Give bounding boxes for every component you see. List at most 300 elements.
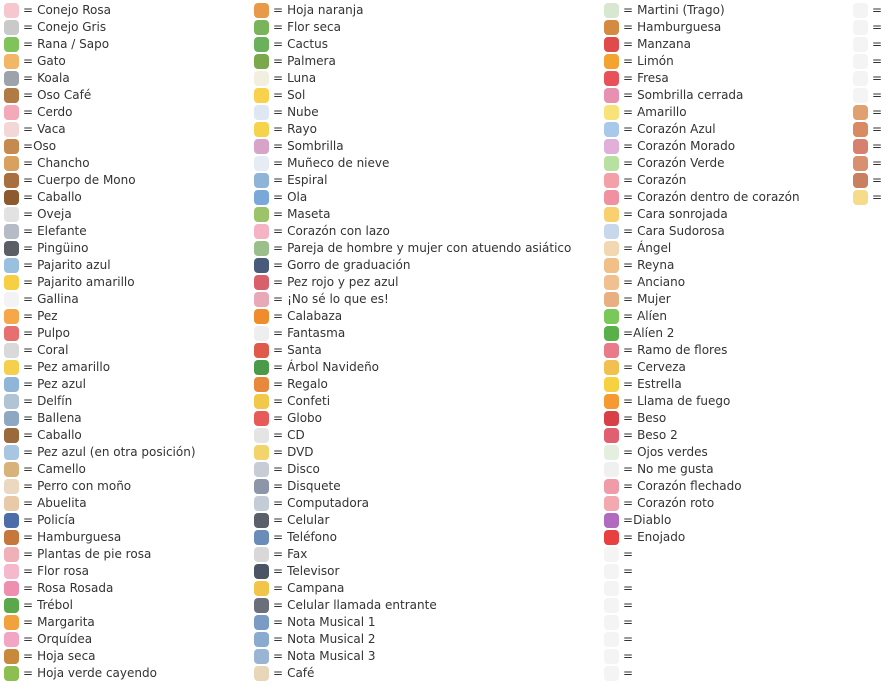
equals-sign: = bbox=[23, 224, 34, 238]
emoji-label: Caballo bbox=[37, 190, 82, 204]
emoji-list-item bbox=[254, 614, 599, 631]
equals-sign: = bbox=[23, 156, 34, 170]
emoji-label: Anciano bbox=[637, 275, 686, 289]
music-note-icon bbox=[254, 615, 269, 630]
emoji-list-item bbox=[604, 172, 849, 189]
equals-sign: = bbox=[623, 479, 634, 493]
elephant-icon bbox=[4, 224, 19, 239]
emoji-list-item bbox=[604, 410, 849, 427]
emoji-label: DVD bbox=[287, 445, 314, 459]
emoji-list-item bbox=[254, 512, 599, 529]
emoji-list-item bbox=[604, 359, 849, 376]
equals-sign: = bbox=[623, 445, 634, 459]
emoji-list-item bbox=[254, 274, 599, 291]
emoji-label: Computadora bbox=[287, 496, 369, 510]
emoji-label: Café bbox=[287, 666, 315, 680]
equals-sign: = bbox=[23, 105, 34, 119]
equals-sign: = bbox=[872, 122, 883, 136]
emoji-list-item bbox=[4, 308, 249, 325]
orange-fruit-icon bbox=[604, 54, 619, 69]
emoji-list-item bbox=[604, 597, 849, 614]
emoji-list-item bbox=[4, 2, 249, 19]
emoji-label: Cerveza bbox=[637, 360, 686, 374]
emoji-list-item bbox=[254, 427, 599, 444]
emoji-list-item bbox=[4, 478, 249, 495]
equals-sign: = bbox=[623, 275, 634, 289]
horse-icon bbox=[4, 428, 19, 443]
equals-sign: = bbox=[23, 377, 34, 391]
emoji-label: Trébol bbox=[37, 598, 73, 612]
moon-icon bbox=[254, 71, 269, 86]
equals-sign: = bbox=[273, 581, 284, 595]
equals-sign: = bbox=[273, 411, 284, 425]
snowman-icon bbox=[254, 156, 269, 171]
emoji-list-item bbox=[4, 240, 249, 257]
equals-sign: = bbox=[872, 54, 883, 68]
equals-sign: = bbox=[273, 241, 284, 255]
emoji-list-item bbox=[853, 19, 889, 36]
emoji-label: Pez azul bbox=[37, 377, 86, 391]
equals-sign: = bbox=[23, 122, 34, 136]
raised-hand-girl-icon bbox=[853, 173, 868, 188]
equals-sign: = bbox=[273, 139, 284, 153]
dolphin-icon bbox=[4, 394, 19, 409]
emoji-label: Koala bbox=[37, 71, 70, 85]
emoji-list-item bbox=[604, 70, 849, 87]
emoji-label: Sol bbox=[287, 88, 306, 102]
emoji-list-item bbox=[254, 495, 599, 512]
open-hand-icon bbox=[853, 54, 868, 69]
emoji-label: Diablo bbox=[633, 513, 672, 527]
emoji-label: Espiral bbox=[287, 173, 328, 187]
sunflower-icon bbox=[4, 615, 19, 630]
equals-sign: = bbox=[23, 394, 34, 408]
emoji-label: Reyna bbox=[637, 258, 675, 272]
emoji-list-item bbox=[254, 121, 599, 138]
emoji-label: Nota Musical 1 bbox=[287, 615, 376, 629]
heart-with-ribbon-icon bbox=[254, 224, 269, 239]
cow-icon bbox=[4, 122, 19, 137]
emoji-list-item bbox=[604, 308, 849, 325]
equals-sign: = bbox=[273, 105, 284, 119]
emoji-column-3 bbox=[604, 2, 849, 682]
equals-sign: = bbox=[623, 632, 634, 646]
equals-sign: = bbox=[623, 513, 634, 527]
emoji-label: Corazón flechado bbox=[637, 479, 742, 493]
cherry-blossom-icon bbox=[4, 564, 19, 579]
equals-sign: = bbox=[273, 394, 284, 408]
equals-sign: = bbox=[623, 224, 634, 238]
emoji-list-item bbox=[4, 648, 249, 665]
emoji-list-item bbox=[254, 70, 599, 87]
boar-icon bbox=[4, 156, 19, 171]
emoji-label: Pulpo bbox=[37, 326, 70, 340]
incoming-call-phone-icon bbox=[254, 598, 269, 613]
christmas-tree-icon bbox=[254, 360, 269, 375]
emoji-list-item bbox=[604, 87, 849, 104]
equals-sign: = bbox=[23, 71, 34, 85]
emoji-list-item bbox=[254, 478, 599, 495]
grandma-icon bbox=[4, 496, 19, 511]
equals-sign: = bbox=[273, 326, 284, 340]
emoji-list-item bbox=[4, 189, 249, 206]
emoji-list-item bbox=[254, 223, 599, 240]
alien-2-icon bbox=[604, 326, 619, 341]
equals-sign: = bbox=[273, 3, 284, 17]
emoji-label: Ojos verdes bbox=[637, 445, 708, 459]
equals-sign: = bbox=[623, 360, 634, 374]
equals-sign: = bbox=[273, 377, 284, 391]
emoji-label: Nota Musical 2 bbox=[287, 632, 376, 646]
emoji-list-item bbox=[604, 53, 849, 70]
emoji-label: Regalo bbox=[287, 377, 328, 391]
emoji-list-item bbox=[853, 70, 889, 87]
cellphone-icon bbox=[254, 513, 269, 528]
ok-hand-icon bbox=[604, 632, 619, 647]
emoji-label: Teléfono bbox=[287, 530, 337, 544]
emoji-column-1 bbox=[4, 2, 249, 682]
emoji-list-item bbox=[254, 325, 599, 342]
emoji-label: Limón bbox=[637, 54, 674, 68]
emoji-list-item bbox=[604, 512, 849, 529]
equals-sign: = bbox=[623, 156, 634, 170]
emoji-label: Fantasma bbox=[287, 326, 346, 340]
emoji-label: Confeti bbox=[287, 394, 331, 408]
equals-sign: = bbox=[273, 37, 284, 51]
emoji-label: Pez bbox=[37, 309, 58, 323]
emoji-list-item bbox=[4, 427, 249, 444]
equals-sign: = bbox=[23, 309, 34, 323]
emoji-label: Pajarito amarillo bbox=[37, 275, 135, 289]
raised-hands-icon bbox=[853, 71, 868, 86]
emoji-list-item bbox=[604, 342, 849, 359]
emoji-label: Ola bbox=[287, 190, 308, 204]
emoji-label: Ballena bbox=[37, 411, 82, 425]
equals-sign: = bbox=[872, 20, 883, 34]
police-officer-icon bbox=[4, 513, 19, 528]
emoji-list-item bbox=[254, 580, 599, 597]
emoji-label: Flor rosa bbox=[37, 564, 90, 578]
equals-sign: = bbox=[273, 428, 284, 442]
emoji-list-item bbox=[604, 138, 849, 155]
emoji-list-item bbox=[4, 325, 249, 342]
emoji-label: Hoja naranja bbox=[287, 3, 364, 17]
equals-sign: = bbox=[23, 479, 34, 493]
equals-sign: = bbox=[273, 360, 284, 374]
equals-sign: = bbox=[872, 37, 883, 51]
equals-sign: = bbox=[273, 343, 284, 357]
emoji-label: Pingüino bbox=[37, 241, 89, 255]
equals-sign: = bbox=[23, 54, 34, 68]
equals-sign: = bbox=[623, 241, 634, 255]
equals-sign: = bbox=[23, 173, 34, 187]
martini-icon bbox=[604, 3, 619, 18]
whale-icon bbox=[4, 411, 19, 426]
emoji-label: Margarita bbox=[37, 615, 95, 629]
emoji-label: Caballo bbox=[37, 428, 82, 442]
emoji-list-item bbox=[604, 325, 849, 342]
emoji-list-item bbox=[604, 529, 849, 546]
emoji-label: Palmera bbox=[287, 54, 336, 68]
emoji-label: Gallina bbox=[37, 292, 79, 306]
orange-leaf-icon bbox=[254, 3, 269, 18]
woman-icon bbox=[604, 292, 619, 307]
emoji-list-item bbox=[254, 291, 599, 308]
raised-fist-icon bbox=[604, 581, 619, 596]
equals-sign: = bbox=[273, 598, 284, 612]
equals-sign: = bbox=[623, 88, 634, 102]
emoji-label: Corazón Verde bbox=[637, 156, 725, 170]
emoji-label: Fax bbox=[287, 547, 308, 561]
emoji-list-item bbox=[604, 444, 849, 461]
broken-heart-icon bbox=[604, 496, 619, 511]
dvd-icon bbox=[254, 445, 269, 460]
emoji-label: Fresa bbox=[637, 71, 669, 85]
emoji-list-item bbox=[604, 2, 849, 19]
equals-sign: = bbox=[623, 581, 634, 595]
emoji-list-item bbox=[254, 546, 599, 563]
emoji-list-item bbox=[604, 206, 849, 223]
emoji-list-item bbox=[4, 512, 249, 529]
umbrella-icon bbox=[254, 139, 269, 154]
emoji-list-item bbox=[604, 376, 849, 393]
equals-sign: = bbox=[273, 54, 284, 68]
emoji-label: Rana / Sapo bbox=[37, 37, 110, 51]
equals-sign: = bbox=[23, 258, 34, 272]
chicken-icon bbox=[4, 292, 19, 307]
emoji-label: Ramo de flores bbox=[637, 343, 728, 357]
burger-face-icon bbox=[4, 530, 19, 545]
emoji-list-item bbox=[4, 410, 249, 427]
sun-icon bbox=[254, 88, 269, 103]
equals-sign: = bbox=[273, 190, 284, 204]
emoji-label: Alíen bbox=[637, 309, 667, 323]
music-notes-icon bbox=[254, 632, 269, 647]
blue-bird-icon bbox=[4, 258, 19, 273]
equals-sign: = bbox=[23, 88, 34, 102]
emoji-list-item bbox=[853, 189, 889, 206]
emoji-label: Santa bbox=[287, 343, 322, 357]
spiral-icon bbox=[254, 173, 269, 188]
emoji-list-item bbox=[853, 121, 889, 138]
emoji-list-item bbox=[604, 19, 849, 36]
emoji-label: Nube bbox=[287, 105, 319, 119]
emoji-list-item bbox=[4, 444, 249, 461]
emoji-label: Pez azul (en otra posición) bbox=[37, 445, 196, 459]
equals-sign: = bbox=[23, 513, 34, 527]
equals-sign: = bbox=[872, 190, 883, 204]
equals-sign: = bbox=[273, 530, 284, 544]
equals-sign: = bbox=[23, 411, 34, 425]
emoji-label: Pez amarillo bbox=[37, 360, 111, 374]
emoji-label: Estrella bbox=[637, 377, 682, 391]
emoji-label: Pez rojo y pez azul bbox=[287, 275, 399, 289]
emoji-list-item bbox=[4, 53, 249, 70]
strawberry-icon bbox=[604, 71, 619, 86]
emoji-label: Televisor bbox=[287, 564, 340, 578]
equals-sign: = bbox=[623, 105, 634, 119]
equals-sign: = bbox=[23, 462, 34, 476]
emoji-list-item bbox=[4, 359, 249, 376]
emoji-list-item bbox=[4, 546, 249, 563]
emoji-label: Oso Café bbox=[37, 88, 92, 102]
equals-sign: = bbox=[23, 615, 34, 629]
equals-sign: = bbox=[623, 3, 634, 17]
emoji-label: Corazón dentro de corazón bbox=[637, 190, 800, 204]
equals-sign: = bbox=[273, 88, 284, 102]
equals-sign: = bbox=[273, 20, 284, 34]
devil-icon bbox=[604, 513, 619, 528]
equals-sign: = bbox=[23, 343, 34, 357]
emoji-label: Árbol Navideño bbox=[287, 360, 380, 374]
equals-sign: = bbox=[23, 207, 34, 221]
blue-heart-icon bbox=[604, 122, 619, 137]
equals-sign: = bbox=[623, 139, 634, 153]
graduation-cap-icon bbox=[254, 258, 269, 273]
equals-sign: = bbox=[623, 615, 634, 629]
emoji-list-item bbox=[254, 563, 599, 580]
monkey-body-icon bbox=[4, 173, 19, 188]
blushing-face-icon bbox=[604, 207, 619, 222]
emoji-list-item bbox=[604, 223, 849, 240]
equals-sign: = bbox=[23, 428, 34, 442]
emoji-label: CD bbox=[287, 428, 305, 442]
emoji-list-item bbox=[4, 614, 249, 631]
equals-sign: = bbox=[623, 258, 634, 272]
equals-sign: = bbox=[273, 258, 284, 272]
emoji-list-item bbox=[254, 529, 599, 546]
emoji-label: Manzana bbox=[637, 37, 691, 51]
emoji-list-item bbox=[4, 580, 249, 597]
equals-sign: = bbox=[23, 241, 34, 255]
emoji-list-item bbox=[853, 2, 889, 19]
emoji-label: Vaca bbox=[37, 122, 66, 136]
emoji-list-item bbox=[604, 631, 849, 648]
equals-sign: = bbox=[23, 326, 34, 340]
emoji-list-item bbox=[604, 36, 849, 53]
apple-icon bbox=[604, 37, 619, 52]
emoji-list-item bbox=[4, 223, 249, 240]
emoji-label: Hamburguesa bbox=[637, 20, 722, 34]
emoji-label: Oso bbox=[33, 139, 57, 153]
emoji-list-item bbox=[604, 155, 849, 172]
equals-sign: = bbox=[872, 88, 883, 102]
cactus-icon bbox=[254, 37, 269, 52]
emoji-list-item bbox=[254, 308, 599, 325]
equals-sign: = bbox=[23, 139, 34, 153]
hamburger-icon bbox=[604, 20, 619, 35]
equals-sign: = bbox=[23, 496, 34, 510]
green-heart-icon bbox=[604, 156, 619, 171]
heart-in-heart-icon bbox=[604, 190, 619, 205]
equals-sign: = bbox=[623, 666, 634, 680]
emoji-list-item bbox=[604, 648, 849, 665]
lips-icon bbox=[604, 428, 619, 443]
emoji-list-item bbox=[254, 597, 599, 614]
emoji-list-item bbox=[4, 529, 249, 546]
emoji-list-item bbox=[254, 104, 599, 121]
emoji-list-item bbox=[604, 427, 849, 444]
emoji-list-item bbox=[254, 359, 599, 376]
equals-sign: = bbox=[273, 649, 284, 663]
beer-icon bbox=[604, 360, 619, 375]
emoji-label: Celular bbox=[287, 513, 330, 527]
footprints-icon bbox=[4, 547, 19, 562]
emoji-list-item bbox=[604, 665, 849, 682]
emoji-list-item bbox=[604, 563, 849, 580]
emoji-label: Globo bbox=[287, 411, 322, 425]
emoji-list-item bbox=[4, 342, 249, 359]
thumbs-down-icon bbox=[604, 462, 619, 477]
falling-green-leaf-icon bbox=[4, 666, 19, 681]
emoji-list-item bbox=[254, 138, 599, 155]
equals-sign: = bbox=[623, 207, 634, 221]
flower-bouquet-icon bbox=[604, 343, 619, 358]
equals-sign: = bbox=[872, 71, 883, 85]
flower-pot-icon bbox=[254, 207, 269, 222]
emoji-list-item bbox=[254, 665, 599, 682]
horse-head-icon bbox=[4, 190, 19, 205]
cd-icon bbox=[254, 428, 269, 443]
emoji-label: Gorro de graduación bbox=[287, 258, 411, 272]
emoji-label: Policía bbox=[37, 513, 76, 527]
hand-pointing-left-icon bbox=[604, 564, 619, 579]
emoji-list-item bbox=[604, 240, 849, 257]
alien-icon bbox=[604, 309, 619, 324]
equals-sign: = bbox=[623, 309, 634, 323]
equals-sign: = bbox=[273, 615, 284, 629]
equals-sign: = bbox=[623, 496, 634, 510]
emoji-list-item bbox=[4, 393, 249, 410]
emoji-label: Beso 2 bbox=[637, 428, 678, 442]
eyes-icon bbox=[604, 445, 619, 460]
emoji-label: Calabaza bbox=[287, 309, 343, 323]
emoji-list-item bbox=[254, 155, 599, 172]
telephone-icon bbox=[254, 530, 269, 545]
dry-flower-icon bbox=[254, 20, 269, 35]
shell-icon bbox=[4, 343, 19, 358]
kiss-lips-icon bbox=[604, 411, 619, 426]
equals-sign: = bbox=[23, 190, 34, 204]
fish-icon bbox=[4, 309, 19, 324]
equals-sign: = bbox=[273, 207, 284, 221]
asian-couple-icon bbox=[254, 241, 269, 256]
equals-sign: = bbox=[273, 479, 284, 493]
computer-icon bbox=[254, 496, 269, 511]
puffer-fish-icon bbox=[4, 445, 19, 460]
equals-sign: = bbox=[273, 224, 284, 238]
emoji-label: Delfín bbox=[37, 394, 73, 408]
emoji-label: Corazón roto bbox=[637, 496, 715, 510]
sheep-icon bbox=[4, 207, 19, 222]
equals-sign: = bbox=[623, 428, 634, 442]
flexed-biceps-icon bbox=[853, 88, 868, 103]
emoji-list-item bbox=[4, 376, 249, 393]
equals-sign: = bbox=[623, 547, 634, 561]
couple-kissing-icon bbox=[853, 105, 868, 120]
sweating-face-icon bbox=[604, 224, 619, 239]
equals-sign: = bbox=[23, 292, 34, 306]
emoji-list-item bbox=[4, 495, 249, 512]
emoji-label: Enojado bbox=[637, 530, 686, 544]
angel-icon bbox=[604, 241, 619, 256]
emoji-label: Rosa Rosada bbox=[37, 581, 114, 595]
equals-sign: = bbox=[23, 37, 34, 51]
emoji-column-2 bbox=[254, 2, 599, 682]
emoji-label: Hamburguesa bbox=[37, 530, 122, 544]
equals-sign: = bbox=[273, 564, 284, 578]
equals-sign: = bbox=[23, 564, 34, 578]
